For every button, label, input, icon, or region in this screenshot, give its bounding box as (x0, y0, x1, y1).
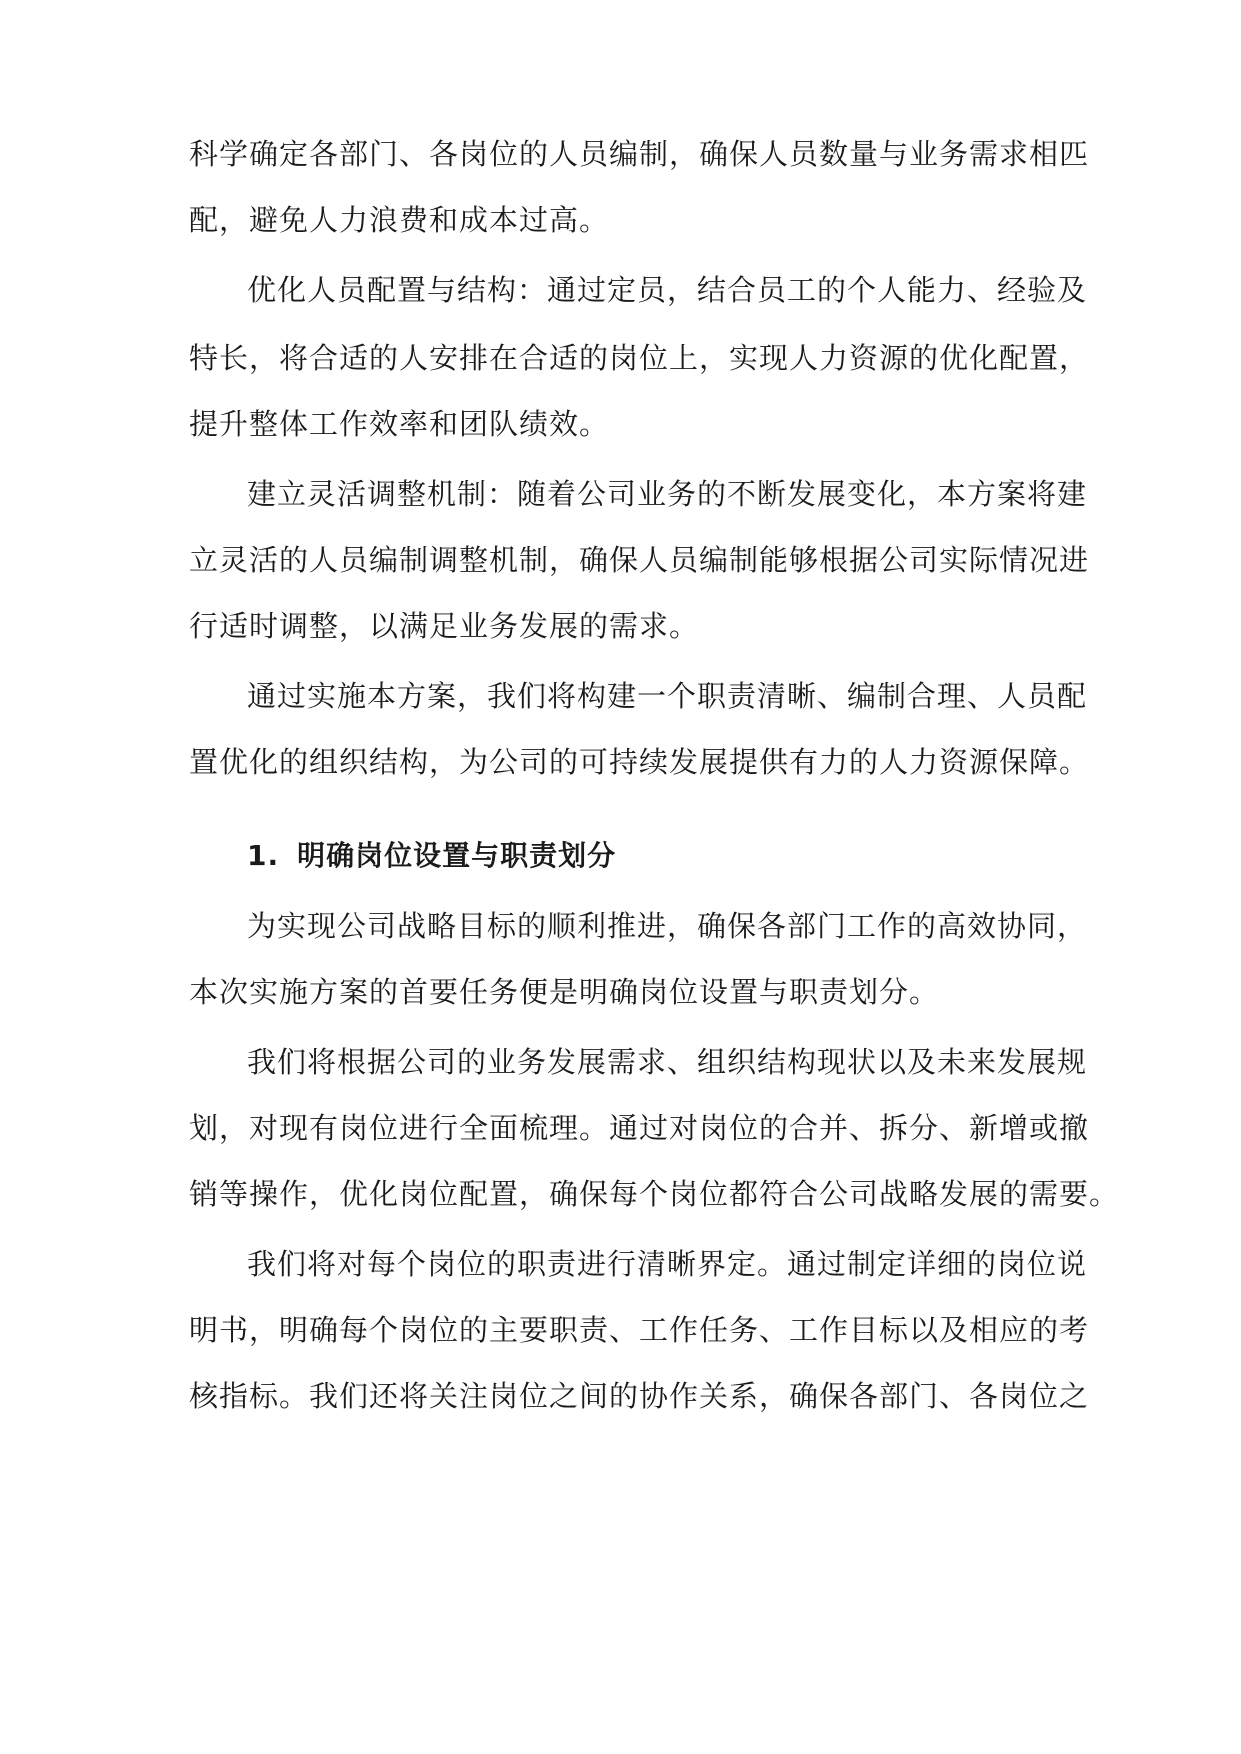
paragraph-1-line-2: 配，避免人力浪费和成本过高。 (189, 203, 610, 237)
section-paragraph-2-line-1: 我们将根据公司的业务发展需求、组织结构现状以及未来发展规 (247, 1045, 1088, 1079)
section-heading-title: 明确岗位设置与职责划分 (297, 839, 617, 872)
paragraph-3-line-2: 立灵活的人员编制调整机制，确保人员编制能够根据公司实际情况进 (189, 543, 1090, 577)
section-paragraph-2-line-3: 销等操作，优化岗位配置，确保每个岗位都符合公司战略发展的需要。 (189, 1177, 1120, 1211)
paragraph-3-line-3: 行适时调整，以满足业务发展的需求。 (189, 609, 700, 643)
paragraph-1-line-1: 科学确定各部门、各岗位的人员编制，确保人员数量与业务需求相匹 (189, 137, 1090, 171)
section-paragraph-3-line-1: 我们将对每个岗位的职责进行清晰界定。通过制定详细的岗位说 (247, 1247, 1088, 1281)
paragraph-4-line-1: 通过实施本方案，我们将构建一个职责清晰、编制合理、人员配 (247, 679, 1088, 713)
section-heading-number: 1. (247, 839, 280, 872)
section-heading (247, 836, 616, 876)
section-paragraph-1-line-2: 本次实施方案的首要任务便是明确岗位设置与职责划分。 (189, 975, 940, 1009)
paragraph-2-line-2: 特长，将合适的人安排在合适的岗位上，实现人力资源的优化配置， (189, 341, 1090, 375)
section-paragraph-3-line-3: 核指标。我们还将关注岗位之间的协作关系，确保各部门、各岗位之 (189, 1379, 1090, 1413)
paragraph-3-line-1: 建立灵活调整机制：随着公司业务的不断发展变化，本方案将建 (247, 477, 1088, 511)
paragraph-2-line-1: 优化人员配置与结构：通过定员，结合员工的个人能力、经验及 (247, 273, 1088, 307)
section-paragraph-2-line-2: 划，对现有岗位进行全面梳理。通过对岗位的合并、拆分、新增或撤 (189, 1111, 1090, 1145)
section-paragraph-3-line-2: 明书，明确每个岗位的主要职责、工作任务、工作目标以及相应的考 (189, 1313, 1090, 1347)
section-paragraph-1-line-1: 为实现公司战略目标的顺利推进，确保各部门工作的高效协同， (247, 909, 1088, 943)
paragraph-4-line-2: 置优化的组织结构，为公司的可持续发展提供有力的人力资源保障。 (189, 745, 1090, 779)
paragraph-2-line-3: 提升整体工作效率和团队绩效。 (189, 407, 610, 441)
